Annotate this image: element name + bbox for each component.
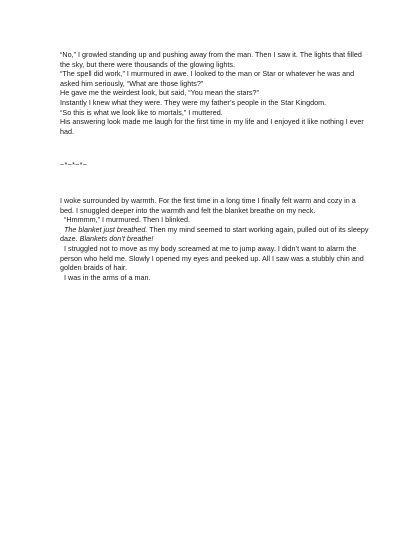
- paragraph: “No,” I growled standing up and pushing away from the man. Then I saw it. The lights that filled the sky, but there were thousands of the glowing lights.: [60, 50, 362, 69]
- italic-text: Blankets don’t breathe!: [79, 234, 154, 244]
- italic-text: The blanket just breathed.: [64, 224, 148, 234]
- paragraph: I was in the arms of a man.: [64, 272, 151, 282]
- section-two: [60, 196, 370, 282]
- paragraph: [60, 225, 370, 244]
- paragraph: “So this is what we look like to mortals,” I muttered.: [60, 107, 223, 117]
- paragraph: His answering look made me laugh for the first time in my life and I enjoyed it like nothing I ever had.: [60, 117, 364, 136]
- paragraph: Instantly I knew what they were. They were my father’s people in the Star Kingdom.: [60, 97, 327, 107]
- paragraph: I woke surrounded by warmth. For the first time in a long time I finally felt warm and cozy in a bed. I snuggled deeper into the warmth and felt the blanket breathe on my neck.: [60, 196, 356, 215]
- section-one: [60, 50, 370, 136]
- scene-separator: ~*~*~*~: [60, 160, 88, 169]
- paragraph: I struggled not to move as my body screamed at me to jump away. I didn’t want to alarm the person who held me. Slowly I opened my eyes and peeked up. All I saw was a stubbly chin and golden braids of hair.: [60, 243, 364, 273]
- paragraph: “The spell did work,” I murmured in awe. I looked to the man or Star or whatever he was and asked him seriously, “What are those lights?”: [60, 69, 355, 88]
- paragraph: “Hmmmm,” I murmured. Then I blinked.: [64, 215, 191, 225]
- paragraph-text: Then my mind seemed to start working again, pulled out of its sleepy daze.: [60, 224, 369, 244]
- paragraph: He gave me the weirdest look, but said, “You mean the stars?”: [60, 88, 259, 98]
